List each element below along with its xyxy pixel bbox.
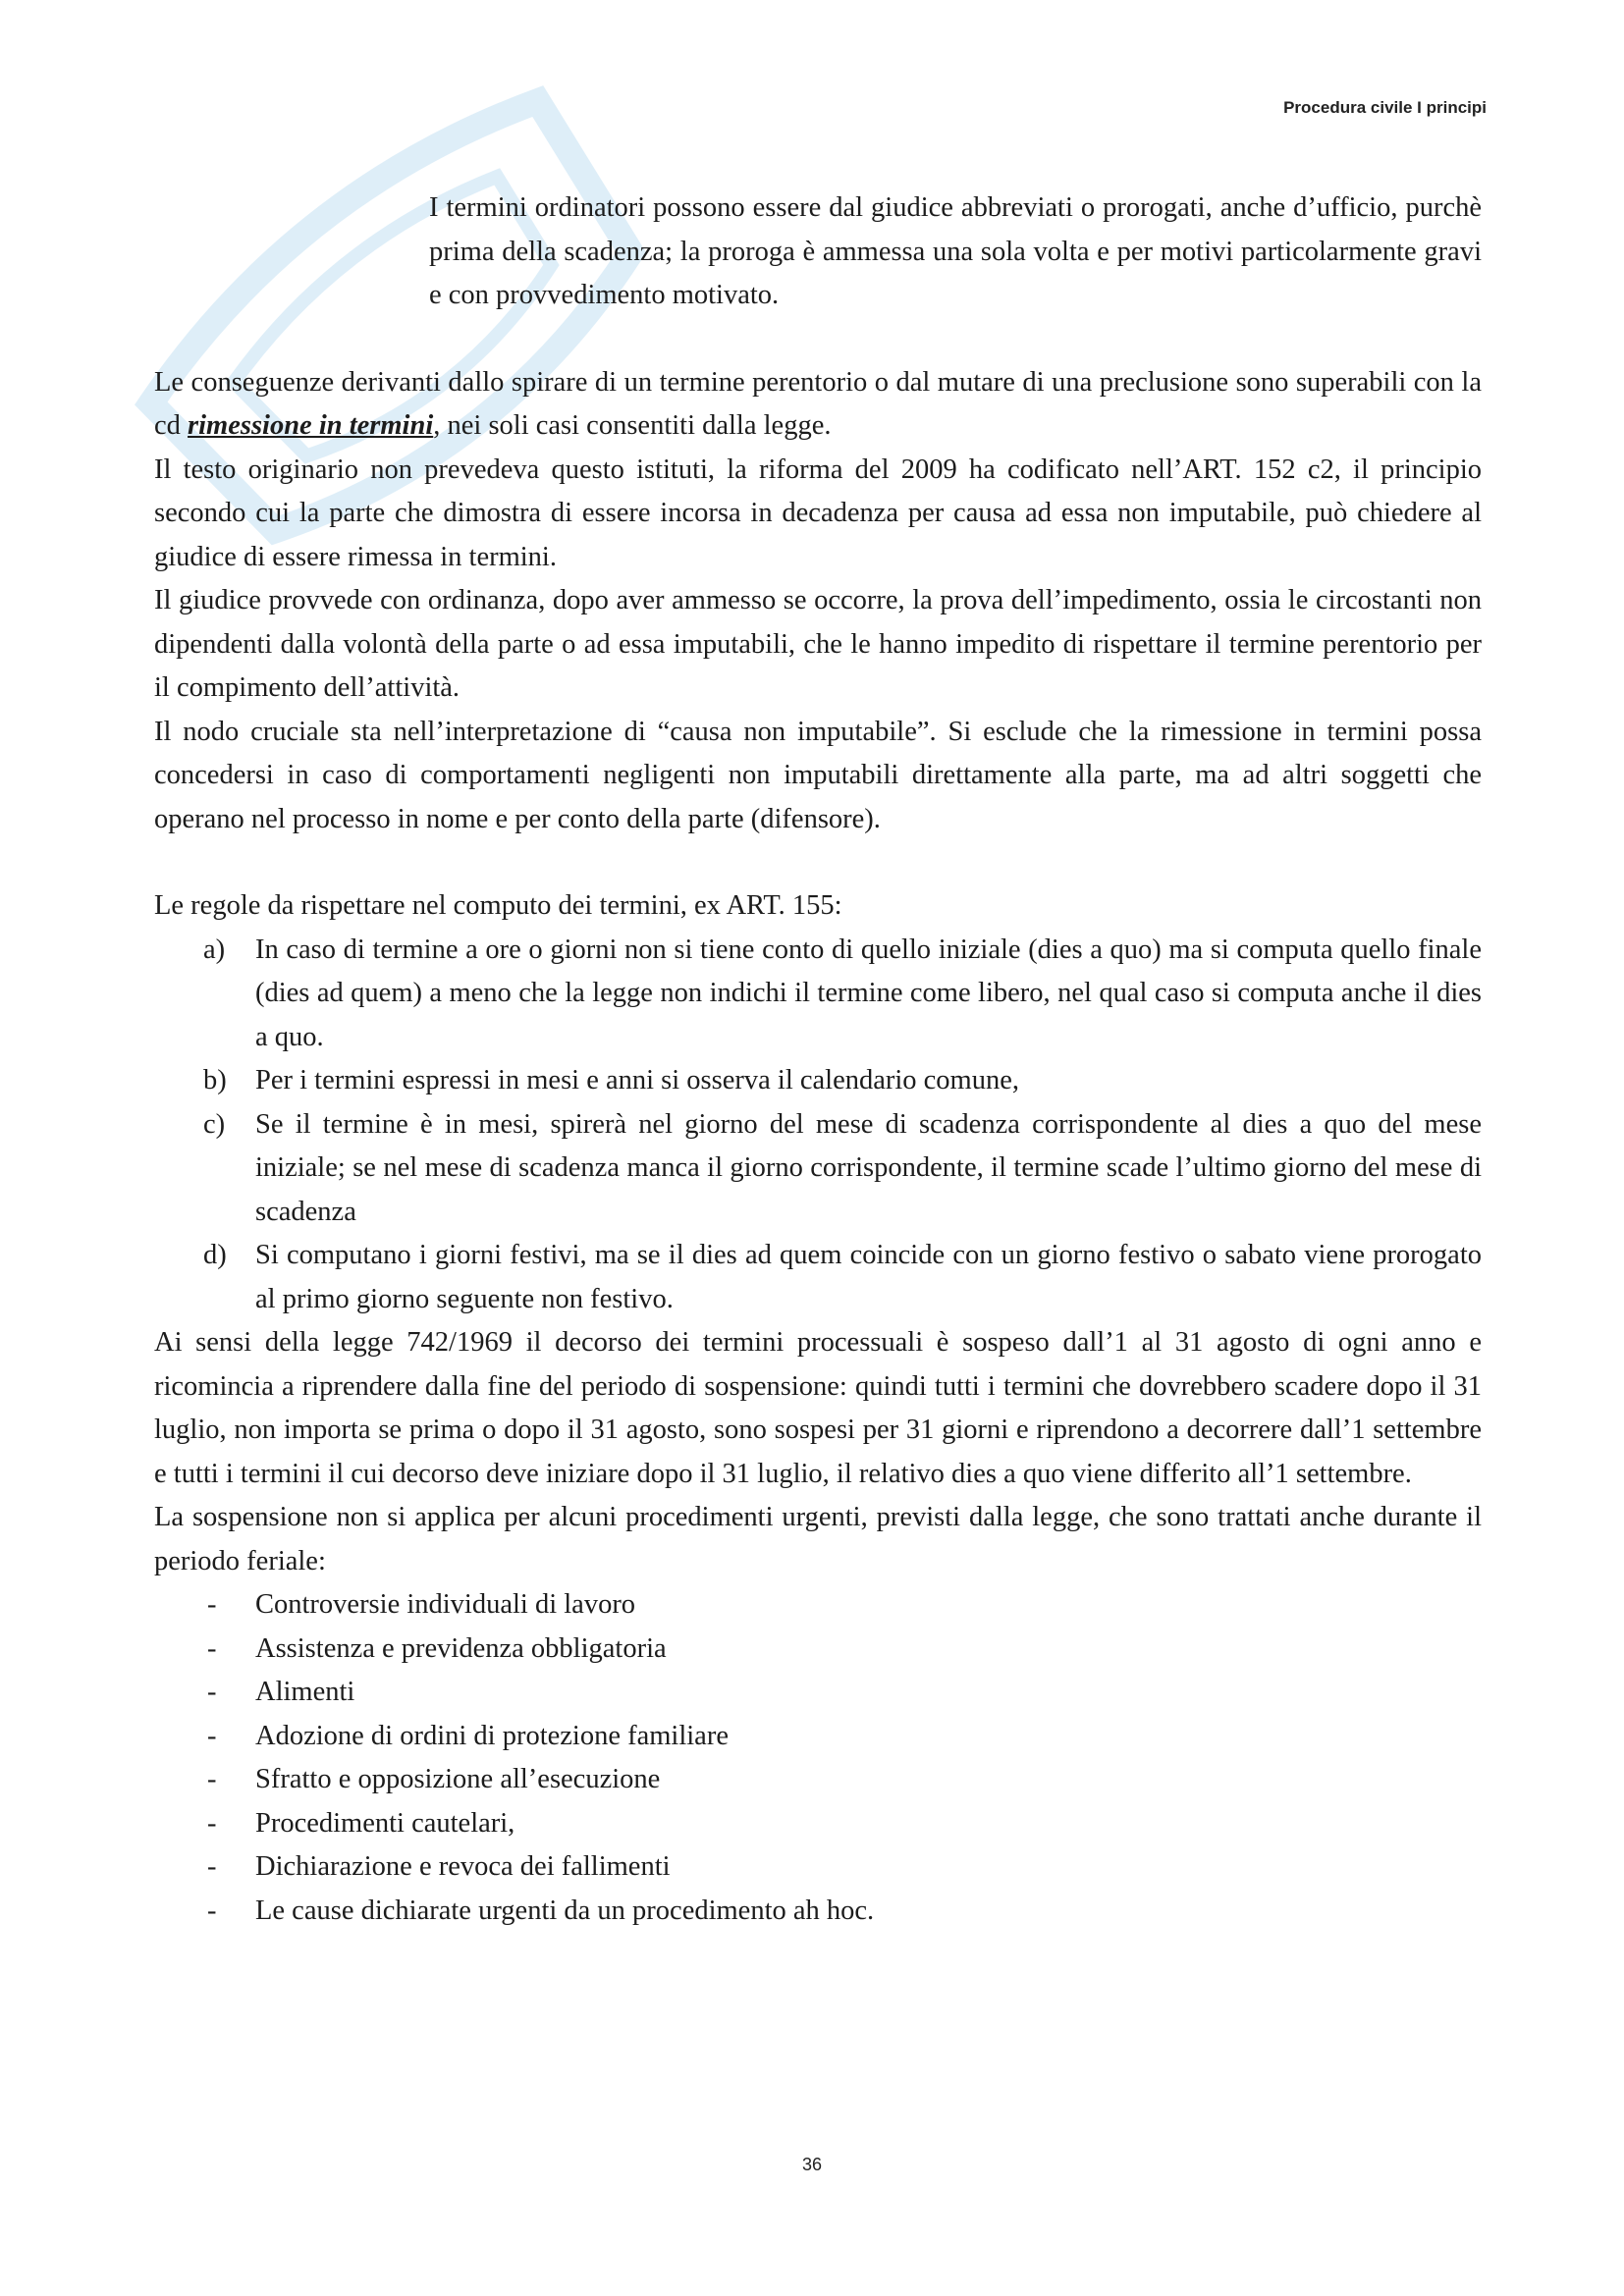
list-item bbox=[154, 1234, 1482, 1321]
list-item bbox=[154, 1890, 1482, 1934]
list-item-text: Per i termini espressi in mesi e anni si osserva il calendario comune, bbox=[255, 1065, 1020, 1095]
list-item-text: Adozione di ordini di protezione familiare bbox=[255, 1720, 729, 1751]
list-marker: - bbox=[207, 1720, 217, 1751]
exceptions-list bbox=[154, 1583, 1482, 1933]
list-item bbox=[154, 1671, 1482, 1715]
list-item-text: Alimenti bbox=[255, 1677, 355, 1707]
list-item bbox=[154, 1583, 1482, 1628]
list-marker: c) bbox=[203, 1108, 226, 1140]
list-marker: - bbox=[207, 1807, 217, 1839]
list-marker: b) bbox=[203, 1065, 227, 1095]
list-item bbox=[154, 1628, 1482, 1672]
list-item-text: Si computano i giorni festivi, ma se il dies ad quem coincide con un giorno festivo o sabato viene prorogato al primo giorno seguente non festivo. bbox=[255, 1240, 1482, 1314]
quoted-paragraph: I termini ordinatori possono essere dal giudice abbreviati o prorogati, anche d’ufficio, purchè prima della scadenza; la proroga è ammessa una sola volta e per motivi particolarmente gravi e con provvedimento motivato. bbox=[429, 192, 1482, 310]
running-header: Procedura civile I principi bbox=[1283, 98, 1487, 117]
list-item-text: Sfratto e opposizione all’esecuzione bbox=[255, 1764, 661, 1794]
list-item-text: Le cause dichiarate urgenti da un procedimento ah hoc. bbox=[255, 1895, 875, 1926]
list-item bbox=[154, 1715, 1482, 1759]
paragraph-text: Le conseguenze derivanti dallo spirare di un termine perentorio o dal mutare di una preclusione sono superabili con la cd bbox=[154, 366, 1482, 441]
list-item bbox=[154, 1758, 1482, 1802]
paragraph-sospensione-feriale: Ai sensi della legge 742/1969 il decorso dei termini processuali è sospeso dall’1 al 31 agosto di ogni anno e ricomincia a riprendere dalla fine del periodo di sospensione: quindi tutti i termini che dovrebbero scadere dopo il 31 luglio, non importa se prima o dopo il 31 agosto, sono sospesi per 31 giorni e riprendono a decorrere dall’1 settembre e tutti i termini il cui decorso deve iniziare dopo il 31 luglio, il relativo dies a quo viene differito all’1 settembre. bbox=[154, 1327, 1482, 1489]
list-marker: - bbox=[207, 1589, 217, 1620]
paragraph-computo-termini: Le regole da rispettare nel computo dei termini, ex ART. 155: bbox=[154, 890, 842, 921]
list-marker: d) bbox=[203, 1240, 227, 1270]
list-item-text: Controversie individuali di lavoro bbox=[255, 1589, 636, 1620]
page-body bbox=[154, 187, 1482, 1933]
paragraph-riforma-2009: Il testo originario non prevedeva questo istituti, la riforma del 2009 ha codificato nell’ART. 152 c2, il principio secondo cui la parte che dimostra di essere incorsa in decadenza per causa ad essa non imputabile, può chiedere al giudice di essere rimessa in termini. bbox=[154, 454, 1482, 572]
paragraph-causa-non-imputabile: Il nodo cruciale sta nell’interpretazione di “causa non imputabile”. Si esclude che la rimessione in termini possa concedersi in caso di comportamenti negligenti non imputabili direttamente alla parte, ma ad altri soggetti che operano nel processo in nome e per conto della parte (difensore). bbox=[154, 716, 1482, 834]
list-item-text: In caso di termine a ore o giorni non si tiene conto di quello iniziale (dies a quo) ma si computa quello finale (dies ad quem) a meno che la legge non indichi il termine come libero, nel qual caso si computa anche il dies a quo. bbox=[255, 934, 1482, 1052]
list-item bbox=[154, 1802, 1482, 1846]
list-marker: - bbox=[207, 1895, 217, 1926]
emphasis-rimessione-in-termini: rimessione in termini bbox=[188, 410, 434, 441]
list-marker: - bbox=[207, 1632, 217, 1664]
list-marker: a) bbox=[203, 934, 226, 965]
list-marker: - bbox=[207, 1677, 217, 1707]
list-item-text: Assistenza e previdenza obbligatoria bbox=[255, 1632, 667, 1664]
list-item bbox=[154, 1103, 1482, 1235]
paragraph-ordinanza: Il giudice provvede con ordinanza, dopo aver ammesso se occorre, la prova dell’impedimento, ossia le circostanti non dipendenti dalla volontà della parte o ad essa imputabili, che le hanno impedito di rispettare il termine perentorio per il compimento dell’attività. bbox=[154, 585, 1482, 703]
paragraph-text: , nei soli casi consentiti dalla legge. bbox=[433, 410, 832, 441]
list-item bbox=[154, 929, 1482, 1060]
list-item bbox=[154, 1059, 1482, 1103]
rules-list bbox=[154, 929, 1482, 1322]
paragraph-rimessione bbox=[154, 361, 1482, 449]
list-item-text: Se il termine è in mesi, spirerà nel giorno del mese di scadenza corrispondente al dies a quo del mese iniziale; se nel mese di scadenza manca il giorno corrispondente, il termine scade l’ultimo giorno del mese di scadenza bbox=[255, 1108, 1482, 1227]
page-number: 36 bbox=[801, 2155, 823, 2174]
list-item-text: Procedimenti cautelari, bbox=[255, 1807, 515, 1839]
list-marker: - bbox=[207, 1764, 217, 1794]
list-item bbox=[154, 1845, 1482, 1890]
paragraph-procedimenti-urgenti: La sospensione non si applica per alcuni procedimenti urgenti, previsti dalla legge, che sono trattati anche durante il periodo feriale: bbox=[154, 1502, 1482, 1576]
list-item-text: Dichiarazione e revoca dei fallimenti bbox=[255, 1851, 671, 1882]
list-marker: - bbox=[207, 1851, 217, 1882]
